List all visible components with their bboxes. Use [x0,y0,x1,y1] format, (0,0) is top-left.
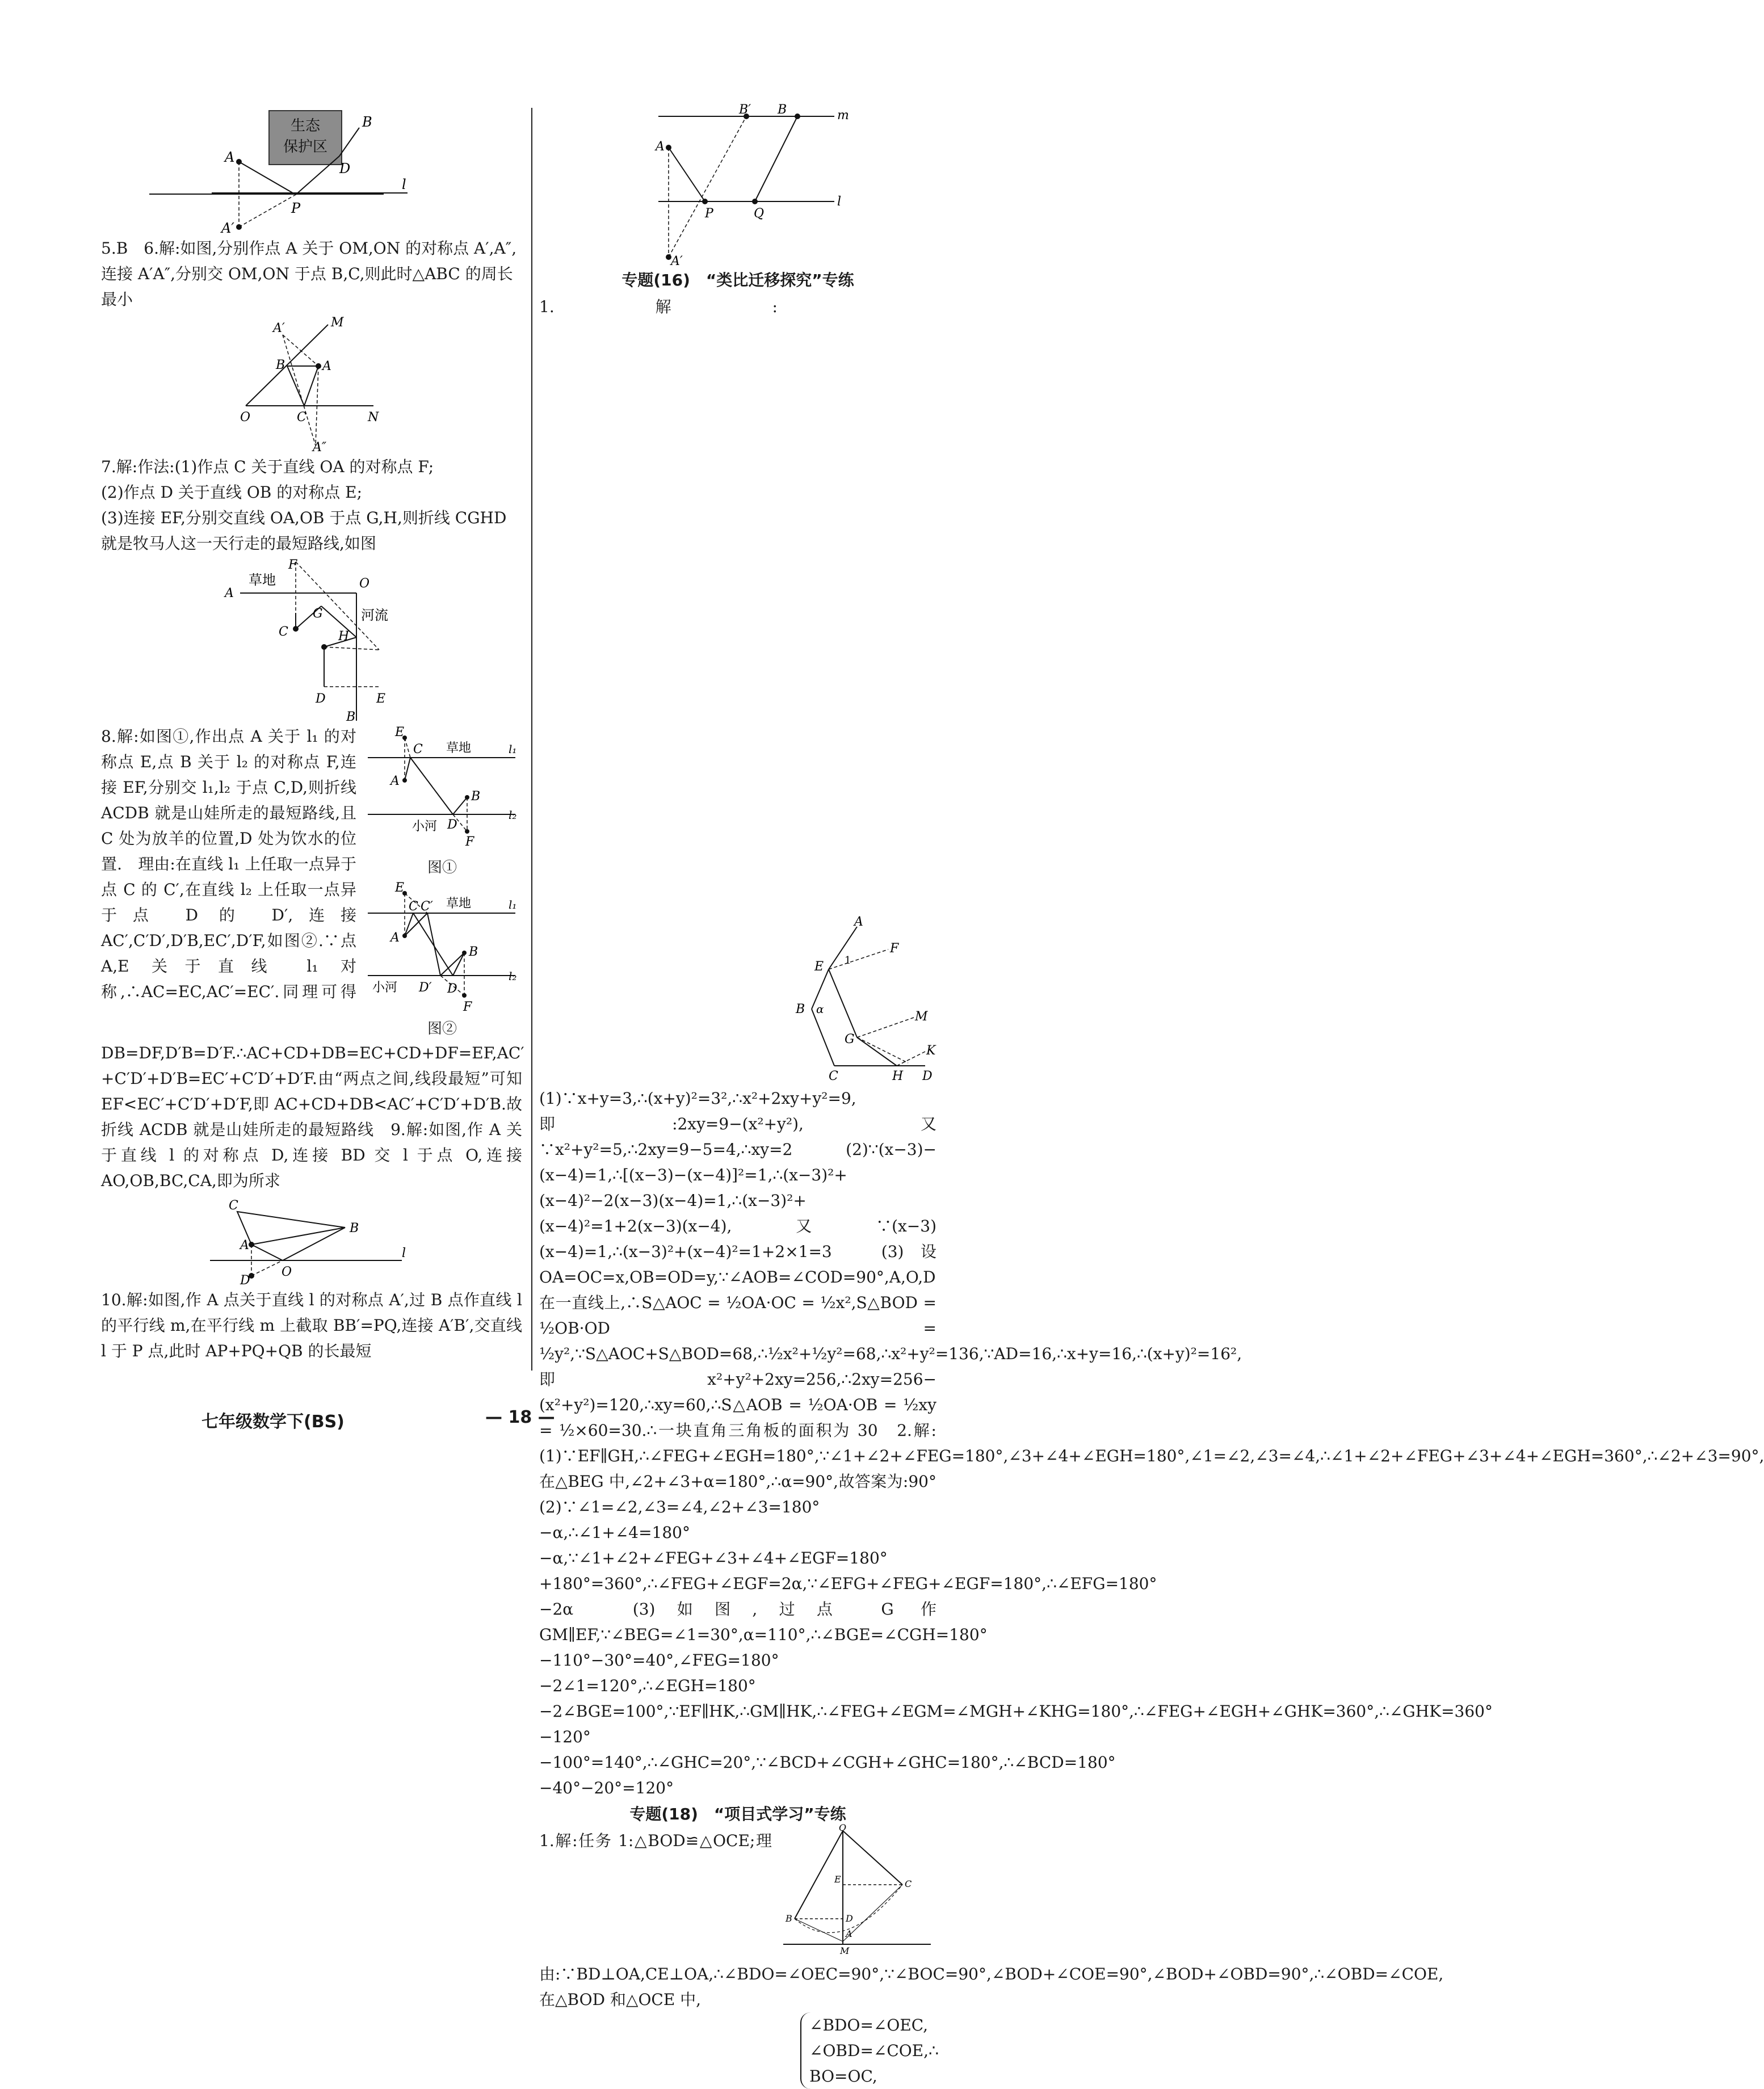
svg-text:B′: B′ [739,103,751,117]
svg-text:B: B [346,710,356,724]
svg-text:F: F [465,835,474,849]
answer-5-6: 5.B 6.解:如图,分别作点 A 关于 OM,ON 的对称点 A′,A″,连接 A′A″,分别交 OM,ON 于点 B,C,则此时△ABC 的周长最小 [101,239,517,309]
svg-text:l: l [402,176,406,192]
answer-7-step1: 7.解:作法:(1)作点 C 关于直线 OA 的对称点 F; [101,457,434,476]
svg-text:C: C [905,1878,912,1889]
answer-8-9: 8.解:如图①,作出点 A 关于 l₁ 的对称点 E,点 B 关于 l₂ 的对称点 F,连接 EF,分别交 l₁,l₂ 于点 C,D,则折线 ACDB 就是山娃所走的最短路线,且 C 处为放羊的位置,D 处为饮水的位置. 理由:在直线 l₁ 上任取一点异于点 C 的 C′,在直线 l₂ 上任取一点异于点 D 的 D′,连接 AC′,C′D′,D′B,EC′,D′F,如图②.∵点 A,E 关于直线 l₁ 对称,∴AC=EC,AC′=EC′.同理可得 DB=DF,D′B=D′F.∴AC+CD+DB=EC+CD+DF=EF,AC′+C′D′+D′B=EC′+C′D′+D′F.由“两点之间,线段最短”可知 EF<EC′+C′D′+D′F,即 AC+CD+DB<AC′+C′D′+D′B.故折线 ACDB 就是山娃所走的最短路线 9.解:如图,作 A 关于直线 l 的对称点 D,连接 BD 交 l 于点 O,连接 AO,OB,BC,CA,即为所求 [101,727,527,1190]
svg-text:草地: 草地 [249,572,276,588]
svg-text:Q: Q [754,207,765,221]
svg-text:l: l [837,195,842,209]
svg-text:A: A [846,1928,852,1939]
svg-text:l₂: l₂ [509,808,517,822]
left-column [101,105,527,1364]
svg-text:A: A [390,931,400,945]
svg-text:α: α [816,1002,824,1016]
svg-text:C: C [297,410,306,424]
svg-text:B: B [350,1221,359,1235]
svg-text:1: 1 [845,955,851,966]
svg-text:D: D [447,818,457,832]
svg-text:l₁: l₁ [509,898,517,911]
svg-text:B: B [778,103,787,117]
svg-text:B: B [471,789,481,804]
svg-text:G: G [845,1032,855,1046]
svg-text:M: M [840,1945,850,1956]
footer-book-title: 七年级数学下(BS) [201,1412,345,1432]
svg-text:D: D [846,1913,853,1924]
svg-text:B: B [796,1002,805,1016]
system-line-3: BO=OC, [809,2067,877,2086]
figure-eco-zone [101,105,522,236]
svg-text:N: N [368,410,379,424]
svg-text:G: G [313,607,323,621]
svg-text:A: A [390,774,400,788]
svg-text:O: O [282,1265,292,1279]
section-heading-18: 专题(18) “项目式学习”专练 [629,1805,846,1823]
zone-label-1: 生态 [290,117,321,134]
svg-text:A: A [854,915,863,929]
svg-text:C: C [279,625,288,639]
figure-swing [778,1822,936,1961]
figure-q2-reflection [783,915,936,1086]
svg-text:A′: A′ [671,254,683,268]
svg-text:A′: A′ [273,321,285,335]
svg-text:F: F [890,941,899,956]
figure-1-shepherd [362,724,522,854]
svg-text:C′: C′ [421,900,433,914]
svg-text:M: M [915,1010,928,1024]
svg-text:小河: 小河 [412,819,438,834]
svg-text:D: D [447,982,457,996]
svg-text:C: C [829,1069,838,1083]
figure-q9 [101,1193,522,1287]
svg-text:P: P [291,200,301,216]
svg-text:小河: 小河 [372,981,398,995]
svg-text:l₁: l₁ [509,742,517,756]
svg-text:E: E [376,692,386,706]
svg-text:P: P [705,207,713,221]
svg-text:E: E [395,881,405,895]
svg-text:B: B [786,1913,792,1924]
answer-16-1-2: 1.解:(1)∵x+y=3,∴(x+y)²=3²,∴x²+2xy+y²=9,即:2xy=9−(x²+y²),又∵x²+y²=5,∴2xy=9−5=4,∴xy=2 (2)∵(x−3)−(x−4)=1,∴[(x−3)−(x−4)]²=1,∴(x−3)²+(x−4)²−2(x−3)(x−4)=1,∴(x−3)²+(x−4)²=1+2(x−3)(x−4),又∵(x−3)(x−4)=1,∴(x−3)²+(x−4)²=1+2×1=3 (3)设 OA=OC=x,OB=OD=y,∵∠AOB=∠COD=90°,A,O,D 在一直线上,∴S△AOC = ½OA·OC = ½x²,S△BOD = ½OB·OD = ½y²,∵S△AOC+S△BOD=68,∴½x²+½y²=68,∴x²+y²=136,∵AD=16,∴x+y=16,∴(x+y)²=16²,即 x²+y²+2xy=256,∴2xy=256−(x²+y²)=120,∴xy=60,∴S△AOB = ½OA·OB = ½xy = ½×60=30.∴一块直角三角板的面积为 30 2.解:(1)∵EF∥GH,∴∠FEG+∠EGH=180°,∵∠1+∠2+∠FEG=180°,∠3+∠4+∠EGH=180°,∠1=∠2,∠3=∠4,∴∠1+∠2+∠FEG+∠3+∠4+∠EGH=360°,∴∠2+∠3=90°,在△BEG 中,∠2+∠3+α=180°,∴α=90°,故答案为:90° (2)∵∠1=∠2,∠3=∠4,∠2+∠3=180°−α,∴∠1+∠4=180°−α,∵∠1+∠2+∠FEG+∠3+∠4+∠EGF=180°+180°=360°,∴∠FEG+∠EGF=2α,∵∠EFG+∠FEG+∠EGF=180°,∴∠EFG=180°−2α (3)如图,过点 G 作 GM∥EF,∵∠BEG=∠1=30°,α=110°,∴∠BGE=∠CGH=180°−110°−30°=40°,∠FEG=180°−2∠1=120°,∴∠EGH=180°−2∠BGE=100°,∵EF∥HK,∴GM∥HK,∴∠FEG+∠EGM=∠MGH+∠KHG=180°,∴∠FEG+∠EGH+∠GHK=360°,∴∠GHK=360°−120°−100°=140°,∴∠GHC=20°,∵∠BCD+∠CGH+∠GHC=180°,∴∠BCD=180°−40°−20°=120° [539,297,1764,1797]
figure-q10 [539,105,936,267]
svg-text:草地: 草地 [446,741,472,755]
system-line-2: ∠OBD=∠COE,∴ [809,2041,939,2060]
svg-text:B: B [362,114,372,130]
section-heading-16: 专题(16) “类比迁移探究”专练 [621,271,854,289]
svg-text:l₂: l₂ [509,969,517,983]
svg-text:D: D [316,692,326,706]
svg-text:B: B [276,358,285,372]
svg-text:D: D [922,1069,933,1083]
answer-10: 10.解:如图,作 A 点关于直线 l 的对称点 A′,过 B 点作直线 l 的平行线 m,在平行线 m 上截取 BB′=PQ,连接 A′B′,交直线 l 于 P 点,此时 AP+PQ+QB 的长最短 [101,1291,527,1360]
system-line-1: ∠BDO=∠OEC, [809,2016,929,2035]
svg-text:O: O [359,577,370,591]
figure-grass-river [101,556,522,724]
svg-text:E: E [814,960,824,974]
svg-text:A′: A′ [221,220,234,236]
svg-text:A: A [225,149,235,165]
figure-2-caption: 图② [427,1020,457,1037]
svg-text:A″: A″ [313,440,327,455]
congruence-system [800,2012,940,2089]
figure-8-stack [362,724,522,1040]
svg-text:C: C [409,900,418,914]
svg-text:A: A [322,359,331,373]
figure-1-caption: 图① [427,859,457,876]
svg-text:E: E [834,1874,841,1885]
svg-text:F: F [463,1000,472,1014]
svg-text:F: F [288,558,297,572]
svg-text:A: A [240,1238,249,1252]
svg-text:A: A [656,140,665,154]
answer-18-1: 1.解:任务 1:△BOD≌△OCE;理由:∵BD⊥OA,CE⊥OA,∴∠BDO=∠OEC=90°,∵∠BOC=90°,∠BOD+∠COE=90°,∠BOD+∠OBD=90°,∴∠OBD=∠COE,在△BOD 和△OCE 中, [539,1831,1444,2009]
svg-text:l: l [402,1246,406,1260]
svg-text:H: H [892,1069,904,1083]
svg-text:C: C [229,1199,238,1213]
svg-text:E: E [395,725,405,739]
svg-text:H: H [338,629,350,644]
right-column [539,103,1764,2089]
figure-2-shepherd [362,879,522,1015]
column-divider [531,108,532,1371]
svg-text:O: O [240,410,251,424]
svg-text:O: O [839,1822,847,1833]
figure-angle-triangle [101,312,522,454]
svg-text:D: D [339,161,351,176]
zone-label-2: 保护区 [283,138,328,155]
svg-text:D′: D′ [419,981,432,995]
svg-text:A: A [225,586,234,600]
svg-text:M: M [331,316,344,330]
footer-page-number: — 18 — [485,1407,555,1427]
svg-text:河流: 河流 [361,607,388,623]
svg-text:K: K [926,1044,936,1058]
answer-7-step3: (3)连接 EF,分别交直线 OA,OB 于点 G,H,则折线 CGHD 就是牧马人这一天行走的最短路线,如图 [101,508,512,553]
svg-text:m: m [837,108,849,123]
answer-7-step2: (2)作点 D 关于直线 OB 的对称点 E; [101,483,363,502]
svg-text:D: D [240,1273,250,1288]
svg-text:B: B [469,945,478,959]
svg-text:草地: 草地 [446,897,472,911]
svg-text:C: C [413,742,423,756]
